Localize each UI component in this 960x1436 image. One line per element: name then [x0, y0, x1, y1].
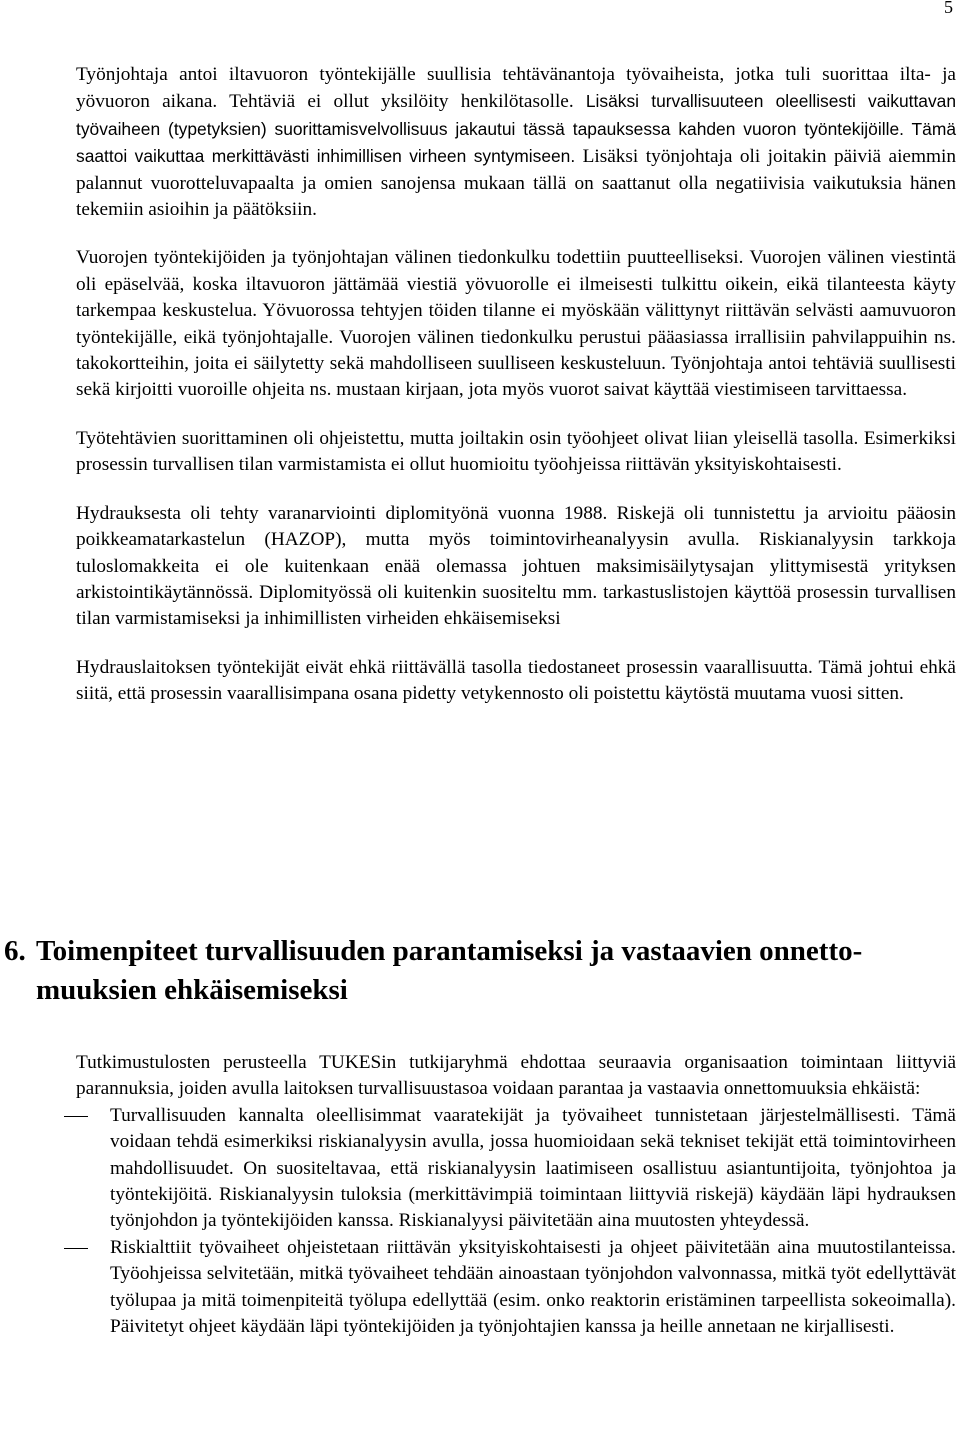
recommendation-list	[76, 1103, 956, 1341]
section-title-line-2: muuksien ehkäisemiseksi	[36, 974, 348, 1006]
section-title-line-1: Toimenpiteet turvallisuuden parantamiseksi ja vastaavien onnetto-	[36, 935, 863, 967]
body-text	[76, 62, 956, 708]
section-intro: Tutkimustulosten perusteella TUKESin tutkijaryhmä ehdottaa seuraavia organisaation toimintaan liittyviä parannuksia, joiden avulla laitoksen turvallisuustasoa voidaan parantaa ja vastaavia onnettomuuksia ehkäistä:	[76, 1052, 956, 1100]
section-content	[76, 1050, 956, 1340]
paragraph-text: Työnjohtaja antoi iltavuoron työntekijälle suullisia tehtävänantoja työvaiheista, jotka tuli suorittaa ilta- ja yövuoron aikana. Tehtäviä ei ollut yksilöity henkilötasolle.	[76, 64, 956, 113]
list-item-text: Turvallisuuden kannalta oleellisimmat vaaratekijät ja työvaiheet tunnistetaan järjestelmällisesti. Tämä voidaan tehdä esimerkiksi riskianalyysin avulla, jossa huomioidaan sekä tekniset tekijät että toimintovirheen mahdollisuudet. On suositeltavaa, että riskianalyysin laatimiseen osallistuu asiantuntijoita, työnjohtoa ja työntekijöitä. Riskianalyysin tuloksia (merkittävimpiä toimintaan liittyviä riskejä) käydään läpi hydrauksen työnjohdon ja työntekijöiden kanssa. Riskianalyysi päivitetään aina muutosten yhteydessä.	[110, 1104, 956, 1232]
paragraph-communication: Vuorojen työntekijöiden ja työnjohtajan välinen tiedonkulku todettiin puutteelliseksi. Vuorojen välinen viestintä oli epäselvää, koska iltavuoron jättämää viestiä yövuorolle ei ilmeisesti tulkittu oikein, eikä tilanteesta käyty tarkempaa keskustelua. Yövuorossa tehtyjen töiden tilanne ei myöskään välittynyt riittävän selvästi aamuvuoron työntekijälle, eikä työnjohtajalle. Vuorojen välinen tiedonkulku perustui pääasiassa irrallisiin pahvilappuihin ns. takokortteihin, joita ei säilytetty sekä mahdolliseen suulliseen keskusteluun. Työnjohtaja antoi tehtäviä suullisesti sekä kirjoitti vuoroille ohjeita ns. mustaan kirjaan, jota myös vuorot saivat käyttää viestimiseen tarvittaessa.	[76, 247, 956, 401]
list-item	[76, 1235, 956, 1341]
paragraph-text-sans: Lisäksi turvallisuuteen oleellisesti vaikuttavan työvaiheen (typetyksien) suorittamisvelvollisuus jakautui tässä tapauksessa kahden vuoron työntekijöille. Tämä saattoi vaikuttaa merkittävästi inhimillisen virheen syntymiseen.	[76, 91, 956, 167]
paragraph-awareness: Hydrauslaitoksen työntekijät eivät ehkä riittävällä tasolla tiedostaneet prosessin vaarallisuutta. Tämä johtui ehkä siitä, että prosessin vaarallisimpana osana pidetty vetykennosto oli poistettu käytöstä muutama vuosi sitten.	[76, 656, 956, 705]
section-number: 6.	[4, 935, 26, 967]
paragraph-work-instructions: Työtehtävien suorittaminen oli ohjeistettu, mutta joiltakin osin työohjeet olivat liian yleisellä tasolla. Esimerkiksi prosessin turvallisen tilan varmistamista ei ollut huomioitu työohjeissa riittävän yksityiskohtaisesti.	[76, 427, 956, 476]
list-item-text: Riskialttiit työvaiheet ohjeistetaan riittävän yksityiskohtaisesti ja ohjeet päivitetään aina muutostilanteissa. Työohjeissa selvitetään, mitkä työvaiheet tehdään ainoastaan työnjohdon valvonnassa, mitkä työt edellyttävät työlupaa ja mitä toimenpiteitä työlupa edellyttää (esim. onko reaktorin eristäminen tarpeellista sokeoimalla). Päivitetyt ohjeet käydään läpi työntekijöiden ja työnjohtajien kanssa ja heille annetaan ne kirjallisesti.	[110, 1236, 956, 1338]
paragraph-risk-assessment: Hydrauksesta oli tehty varanarviointi diplomityönä vuonna 1988. Riskejä oli tunnistettu ja arvioitu pääosin poikkeamatarkastelun (HAZOP), mutta myös toimintovirheanalyysin avulla. Riskianalyysin tarkkoja tuloslomakkeita ei ole kuitenkaan enää olemassa johtuen maksimisäilytysajan ylittymisestä yrityksen arkistointikäytännössä. Diplomityössä oli kuitenkin suositeltu mm. tarkastuslistojen käyttöä prosessin turvallisen tilan varmistamiseksi ja inhimillisten virheiden ehkäisemiseksi	[76, 502, 956, 630]
list-item	[76, 1103, 956, 1235]
paragraph-shift-instructions	[76, 62, 956, 223]
paragraph-text: Lisäksi työnjohtaja oli joitakin päiviä aiemmin palannut vuorotteluvapaalta ja omien sanojensa mukaan tällä on saattanut olla negatiivisia vaikutuksia hänen tekemiin asioihin ja päätöksiin.	[76, 146, 956, 221]
page-number: 5	[944, 0, 953, 17]
